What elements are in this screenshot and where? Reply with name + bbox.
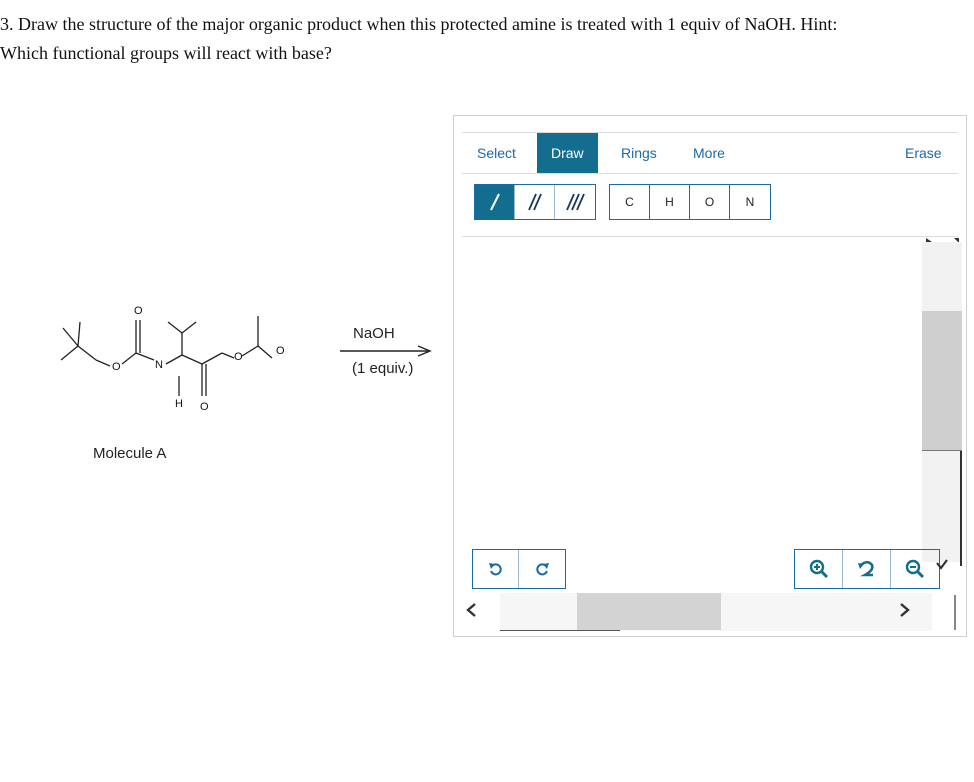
horizontal-scrollbar[interactable]: [462, 593, 962, 631]
triple-bond-icon: [565, 192, 585, 212]
tab-more[interactable]: More: [693, 145, 725, 161]
molecule-a-structure: [58, 298, 298, 418]
zoom-reset-icon: [857, 559, 877, 579]
bond-tools: [474, 184, 596, 220]
double-bond-icon: [527, 192, 543, 212]
tab-erase[interactable]: Erase: [905, 145, 942, 161]
vertical-scrollbar[interactable]: [922, 236, 962, 571]
atom-h-button[interactable]: H: [650, 185, 690, 219]
undo-button[interactable]: [473, 550, 519, 588]
atom-tools: [609, 184, 771, 220]
zoom-in-button[interactable]: [795, 550, 843, 588]
scroll-right-icon[interactable]: [898, 601, 912, 619]
molecule-label: Molecule A: [93, 445, 167, 462]
redo-icon: [534, 561, 550, 577]
tool-row: [462, 174, 958, 237]
zoom-tools: [794, 549, 940, 589]
atom-c-button[interactable]: C: [610, 185, 650, 219]
condition-label: (1 equiv.): [352, 360, 414, 377]
double-bond-button[interactable]: [515, 185, 555, 219]
vertical-scroll-thumb[interactable]: [922, 311, 962, 451]
atom-o-ester-carbonyl: O: [200, 401, 209, 413]
reaction-arrow: [338, 344, 434, 358]
scroll-corner: [954, 595, 956, 630]
atom-o-terminal: O: [276, 345, 285, 357]
zoom-reset-button[interactable]: [843, 550, 891, 588]
scroll-left-icon[interactable]: [464, 601, 478, 619]
question-line-2: Which functional groups will react with base?: [0, 43, 332, 63]
question-text: [0, 10, 960, 68]
atom-n-button[interactable]: N: [745, 195, 755, 209]
editor-tabs: [462, 132, 958, 174]
undo-icon: [488, 561, 504, 577]
zoom-in-icon: [809, 559, 829, 579]
scroll-baseline: [500, 630, 620, 631]
zoom-out-button[interactable]: [891, 550, 939, 588]
atom-o-button[interactable]: O: [690, 185, 730, 219]
scroll-edge: [960, 451, 962, 566]
single-bond-button[interactable]: [475, 185, 515, 219]
scroll-divider: [922, 450, 962, 451]
tab-draw[interactable]: Draw: [537, 133, 598, 173]
horizontal-scroll-thumb[interactable]: [577, 593, 721, 630]
history-tools: [472, 549, 566, 589]
single-bond-icon: [487, 192, 503, 212]
tab-select[interactable]: Select: [477, 145, 516, 161]
scroll-down-icon: [936, 558, 948, 570]
atom-n: N: [155, 359, 163, 371]
atom-o-ether: O: [112, 361, 121, 373]
atom-o-carbonyl: O: [134, 305, 143, 317]
drawing-editor: [453, 115, 967, 637]
tab-rings[interactable]: Rings: [621, 145, 657, 161]
atom-h: H: [175, 398, 183, 410]
atom-o-ester: O: [234, 351, 243, 363]
redo-button[interactable]: [519, 550, 565, 588]
question-line-1: 3. Draw the structure of the major organic product when this protected amine is treated with 1 equiv of NaOH. Hint:: [0, 14, 838, 34]
zoom-out-icon: [905, 559, 925, 579]
reagent-label: NaOH: [353, 325, 395, 342]
triple-bond-button[interactable]: [555, 185, 595, 219]
